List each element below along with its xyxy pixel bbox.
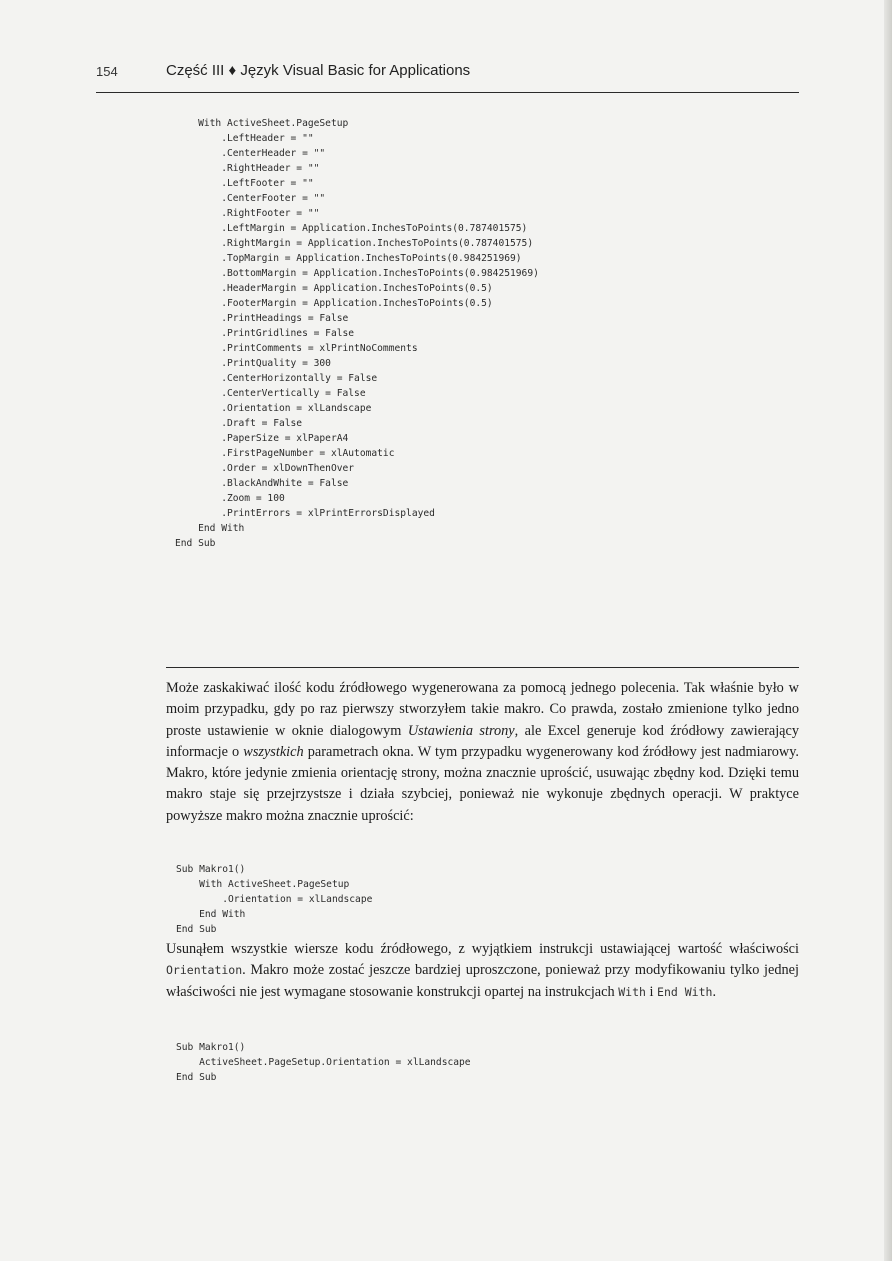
page-number: 154 (96, 64, 118, 79)
inline-code-orientation: Orientation (166, 963, 243, 978)
code-block-simplified-macro: Sub Makro1() With ActiveSheet.PageSetup .Orientation = xlLandscape End With End Sub (176, 864, 373, 935)
italic-text-emphasis: wszystkich (243, 743, 304, 760)
running-head: Część III ♦ Język Visual Basic for Applications (166, 62, 471, 79)
text-run: . (712, 983, 717, 1000)
text-run: Usunąłem wszystkie wiersze kodu źródłowego, z wyjątkiem instrukcji ustawiającej wartość właściwości (166, 941, 799, 957)
code-block-page-setup: With ActiveSheet.PageSetup .LeftHeader = "" .CenterHeader = "" .RightHeader = "" .LeftFooter = "" .CenterFooter = "" .RightFooter = "" .LeftMargin = Application.InchesToPoints(0.787401575) .RightMargin = Application.InchesToPoints(0.787401575) .TopMargin = Application.InchesToPoints(0.984251969) .BottomMargin = Application.InchesToPoints(0.984251969) .HeaderMargin = Application.InchesToPoints(0.5) .FooterMargin = Application.InchesToPoints(0.5) .PrintHeadings = False .PrintGridlines = False .PrintComments = xlPrintNoComments .PrintQuality = 300 .CenterHorizontally = False .CenterVertically = False .Orientation = xlLandscape .Draft = False .PaperSize = xlPaperA4 .FirstPageNumber = xlAutomatic .Order = xlDownThenOver .BlackAndWhite = False .Zoom = 100 .PrintErrors = xlPrintErrorsDisplayed End With End Sub (175, 118, 539, 549)
page-edge (884, 0, 892, 1261)
body-paragraph-1 (166, 678, 799, 827)
page-header (96, 58, 799, 93)
inline-code-with: With (618, 984, 646, 999)
text-run: i (645, 983, 658, 1000)
section-divider (166, 667, 799, 668)
text-run: , ale Excel generuje kod źródłowy zawierający informacje o (166, 722, 800, 760)
text-run: parametrach okna. W tym przypadku wygenerowany kod źródłowy jest nadmiarowy. Makro, które jedynie zmienia orientację strony, można znacznie uprościć, usuwając zbędny kod. Dzięki temu makro staje się przejrzystsze i działa szybciej, ponieważ nie wykonuje zbędnych operacji. W praktyce powyższe makro można znacznie uprościć: (166, 743, 799, 824)
text-run: Może zaskakiwać ilość kodu źródłowego wygenerowana za pomocą jednego polecenia. Tak właśnie było w moim przypadku, gdy po raz pierwszy stworzyłem takie makro. Co prawda, zostało zmienione tylko jedno proste ustawienie w oknie dialogowym (166, 680, 799, 739)
body-paragraph-2 (166, 939, 799, 1003)
inline-code-end-with: End With (657, 984, 713, 999)
text-run: . Makro może zostać jeszcze bardziej uproszczone, ponieważ przy modyfikowaniu tylko jednej właściwości nie jest wymagane stosowanie konstrukcji opartej na instrukcjach (166, 962, 799, 1000)
code-block-one-line-macro: Sub Makro1() ActiveSheet.PageSetup.Orientation = xlLandscape End Sub (176, 1042, 471, 1083)
italic-text-dialog-name: Ustawienia strony (407, 722, 515, 739)
